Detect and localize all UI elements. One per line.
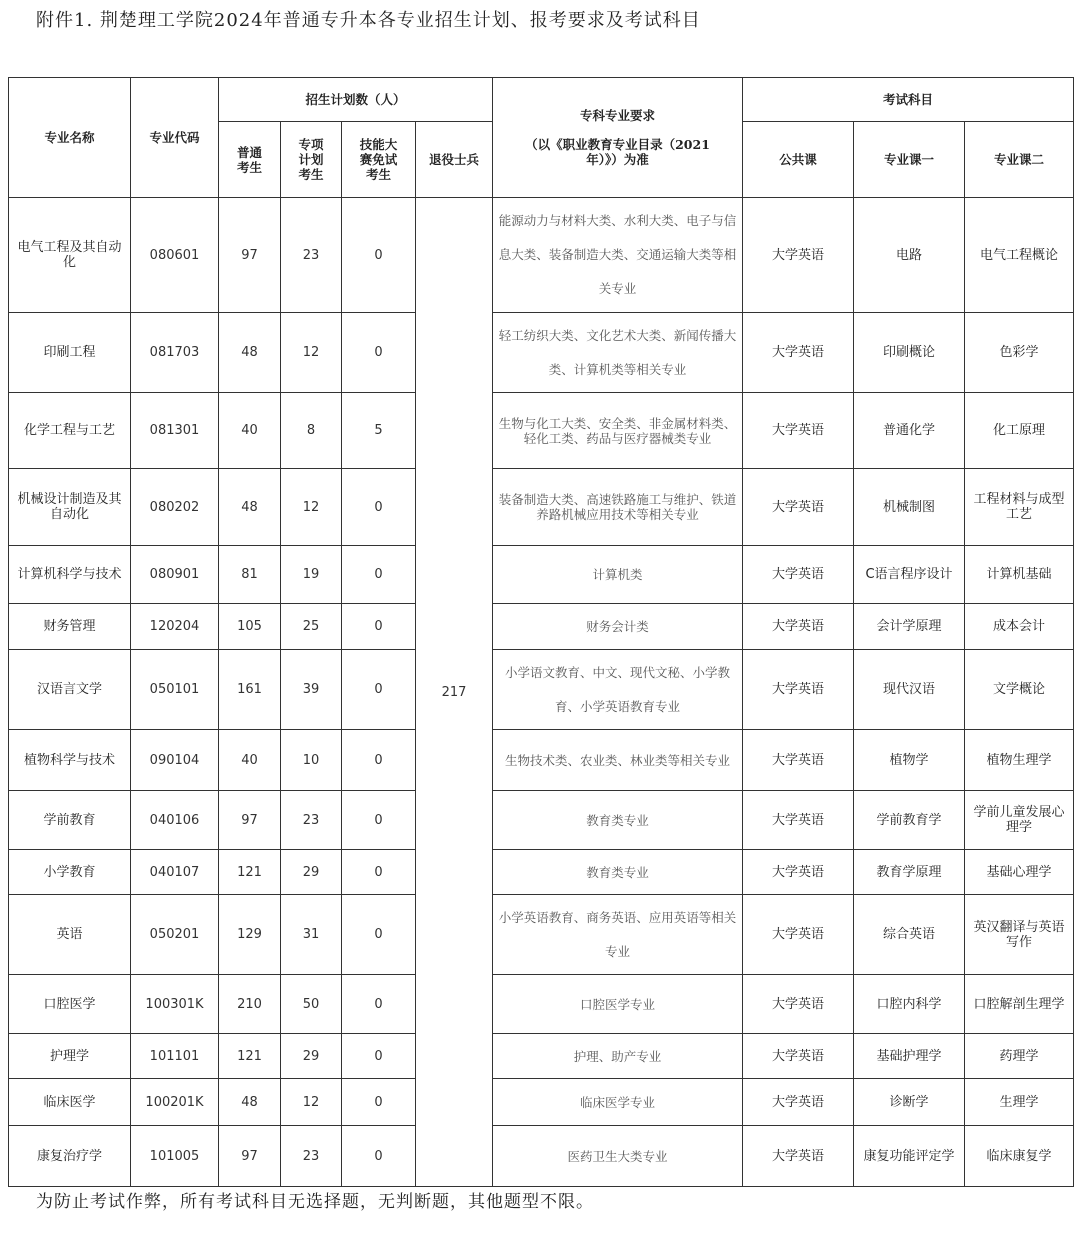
cell-special-count: 23 bbox=[281, 791, 342, 850]
cell-special-count: 29 bbox=[281, 1034, 342, 1079]
cell-course2: 化工原理 bbox=[965, 393, 1074, 469]
cell-regular-count: 121 bbox=[219, 1034, 281, 1079]
admission-plan-table bbox=[8, 77, 1074, 1187]
cell-special-count: 19 bbox=[281, 546, 342, 604]
cell-major-code: 050201 bbox=[131, 895, 219, 975]
cell-major-code: 040106 bbox=[131, 791, 219, 850]
cell-regular-count: 129 bbox=[219, 895, 281, 975]
cell-requirement: 轻工纺织大类、文化艺术大类、新闻传播大类、计算机类等相关专业 bbox=[493, 313, 743, 393]
cell-public-course: 大学英语 bbox=[743, 850, 854, 895]
cell-requirement: 口腔医学专业 bbox=[493, 975, 743, 1034]
cell-public-course: 大学英语 bbox=[743, 730, 854, 791]
header-course1: 专业课一 bbox=[854, 122, 965, 198]
cell-course2: 成本会计 bbox=[965, 604, 1074, 650]
cell-skills-count: 0 bbox=[342, 730, 416, 791]
cell-special-count: 12 bbox=[281, 469, 342, 546]
cell-public-course: 大学英语 bbox=[743, 546, 854, 604]
header-major-name: 专业名称 bbox=[9, 78, 131, 198]
cell-public-course: 大学英语 bbox=[743, 1079, 854, 1126]
cell-skills-count: 0 bbox=[342, 1079, 416, 1126]
cell-regular-count: 97 bbox=[219, 198, 281, 313]
cell-skills-count: 0 bbox=[342, 469, 416, 546]
table-row bbox=[9, 198, 1074, 313]
cell-course1: 学前教育学 bbox=[854, 791, 965, 850]
cell-public-course: 大学英语 bbox=[743, 975, 854, 1034]
cell-requirement: 小学英语教育、商务英语、应用英语等相关专业 bbox=[493, 895, 743, 975]
cell-public-course: 大学英语 bbox=[743, 604, 854, 650]
cell-regular-count: 40 bbox=[219, 730, 281, 791]
header-plan-group: 招生计划数（人） bbox=[219, 78, 493, 122]
table-row bbox=[9, 791, 1074, 850]
cell-major-code: 080901 bbox=[131, 546, 219, 604]
cell-course2: 文学概论 bbox=[965, 650, 1074, 730]
table-row bbox=[9, 469, 1074, 546]
cell-major-name: 小学教育 bbox=[9, 850, 131, 895]
table-row bbox=[9, 650, 1074, 730]
cell-major-code: 040107 bbox=[131, 850, 219, 895]
cell-requirement: 生物技术类、农业类、林业类等相关专业 bbox=[493, 730, 743, 791]
cell-skills-count: 0 bbox=[342, 604, 416, 650]
cell-requirement: 财务会计类 bbox=[493, 604, 743, 650]
cell-skills-count: 0 bbox=[342, 895, 416, 975]
cell-major-code: 100201K bbox=[131, 1079, 219, 1126]
cell-course2: 英汉翻译与英语写作 bbox=[965, 895, 1074, 975]
cell-major-name: 康复治疗学 bbox=[9, 1126, 131, 1187]
cell-major-name: 机械设计制造及其自动化 bbox=[9, 469, 131, 546]
cell-public-course: 大学英语 bbox=[743, 469, 854, 546]
cell-course2: 临床康复学 bbox=[965, 1126, 1074, 1187]
header-public-course: 公共课 bbox=[743, 122, 854, 198]
table-row bbox=[9, 546, 1074, 604]
cell-course1: 印刷概论 bbox=[854, 313, 965, 393]
cell-major-code: 081703 bbox=[131, 313, 219, 393]
cell-skills-count: 0 bbox=[342, 1126, 416, 1187]
cell-major-code: 120204 bbox=[131, 604, 219, 650]
table-row bbox=[9, 975, 1074, 1034]
cell-course1: 会计学原理 bbox=[854, 604, 965, 650]
cell-public-course: 大学英语 bbox=[743, 791, 854, 850]
cell-special-count: 25 bbox=[281, 604, 342, 650]
cell-major-name: 学前教育 bbox=[9, 791, 131, 850]
cell-course2: 基础心理学 bbox=[965, 850, 1074, 895]
cell-skills-count: 0 bbox=[342, 1034, 416, 1079]
header-exam-group: 考试科目 bbox=[743, 78, 1074, 122]
cell-regular-count: 40 bbox=[219, 393, 281, 469]
header-req-note: （以《职业教育专业目录（2021年）》）为准 bbox=[525, 137, 710, 167]
cell-public-course: 大学英语 bbox=[743, 650, 854, 730]
cell-major-code: 090104 bbox=[131, 730, 219, 791]
document-title: 附件1. 荆楚理工学院2024年普通专升本各专业招生计划、报考要求及考试科目 bbox=[36, 10, 701, 31]
cell-public-course: 大学英语 bbox=[743, 1034, 854, 1079]
cell-course2: 植物生理学 bbox=[965, 730, 1074, 791]
cell-skills-count: 0 bbox=[342, 850, 416, 895]
cell-regular-count: 48 bbox=[219, 1079, 281, 1126]
cell-regular-count: 121 bbox=[219, 850, 281, 895]
cell-major-name: 化学工程与工艺 bbox=[9, 393, 131, 469]
cell-course2: 色彩学 bbox=[965, 313, 1074, 393]
cell-course1: 普通化学 bbox=[854, 393, 965, 469]
cell-major-code: 050101 bbox=[131, 650, 219, 730]
cell-major-code: 101101 bbox=[131, 1034, 219, 1079]
cell-regular-count: 48 bbox=[219, 313, 281, 393]
cell-major-code: 080601 bbox=[131, 198, 219, 313]
table-body bbox=[9, 198, 1074, 1187]
cell-major-name: 财务管理 bbox=[9, 604, 131, 650]
cell-course1: 基础护理学 bbox=[854, 1034, 965, 1079]
cell-public-course: 大学英语 bbox=[743, 1126, 854, 1187]
cell-veterans-total: 217 bbox=[416, 198, 493, 1187]
cell-course2: 计算机基础 bbox=[965, 546, 1074, 604]
cell-requirement: 生物与化工大类、安全类、非金属材料类、轻化工类、药品与医疗器械类专业 bbox=[493, 393, 743, 469]
cell-regular-count: 210 bbox=[219, 975, 281, 1034]
cell-regular-count: 97 bbox=[219, 1126, 281, 1187]
cell-requirement: 临床医学专业 bbox=[493, 1079, 743, 1126]
cell-special-count: 50 bbox=[281, 975, 342, 1034]
header-special: 专项计划考生 bbox=[281, 122, 342, 198]
header-regular: 普通考生 bbox=[219, 122, 281, 198]
cell-course1: 教育学原理 bbox=[854, 850, 965, 895]
cell-skills-count: 0 bbox=[342, 791, 416, 850]
cell-major-name: 护理学 bbox=[9, 1034, 131, 1079]
cell-skills-count: 0 bbox=[342, 198, 416, 313]
cell-course1: 机械制图 bbox=[854, 469, 965, 546]
cell-skills-count: 0 bbox=[342, 546, 416, 604]
cell-major-code: 081301 bbox=[131, 393, 219, 469]
cell-course1: 现代汉语 bbox=[854, 650, 965, 730]
table-row bbox=[9, 1079, 1074, 1126]
cell-skills-count: 5 bbox=[342, 393, 416, 469]
cell-skills-count: 0 bbox=[342, 650, 416, 730]
cell-public-course: 大学英语 bbox=[743, 313, 854, 393]
cell-course1: C语言程序设计 bbox=[854, 546, 965, 604]
cell-special-count: 10 bbox=[281, 730, 342, 791]
header-course2: 专业课二 bbox=[965, 122, 1074, 198]
cell-course2: 电气工程概论 bbox=[965, 198, 1074, 313]
cell-course1: 诊断学 bbox=[854, 1079, 965, 1126]
cell-major-name: 汉语言文学 bbox=[9, 650, 131, 730]
cell-course2: 生理学 bbox=[965, 1079, 1074, 1126]
footnote: 为防止考试作弊，所有考试科目无选择题，无判断题，其他题型不限。 bbox=[36, 1192, 594, 1212]
header-req-title: 专科专业要求 bbox=[580, 108, 656, 123]
cell-requirement: 计算机类 bbox=[493, 546, 743, 604]
table-row bbox=[9, 1034, 1074, 1079]
header-requirements bbox=[493, 78, 743, 198]
table-row bbox=[9, 850, 1074, 895]
cell-requirement: 能源动力与材料大类、水利大类、电子与信息大类、装备制造大类、交通运输大类等相关专业 bbox=[493, 198, 743, 313]
cell-regular-count: 161 bbox=[219, 650, 281, 730]
cell-major-name: 植物科学与技术 bbox=[9, 730, 131, 791]
cell-public-course: 大学英语 bbox=[743, 393, 854, 469]
cell-major-name: 临床医学 bbox=[9, 1079, 131, 1126]
header-skills: 技能大赛免试考生 bbox=[342, 122, 416, 198]
cell-major-code: 100301K bbox=[131, 975, 219, 1034]
table-row bbox=[9, 730, 1074, 791]
cell-requirement: 护理、助产专业 bbox=[493, 1034, 743, 1079]
cell-special-count: 31 bbox=[281, 895, 342, 975]
table-row bbox=[9, 604, 1074, 650]
cell-course2: 工程材料与成型工艺 bbox=[965, 469, 1074, 546]
cell-course1: 电路 bbox=[854, 198, 965, 313]
cell-major-name: 电气工程及其自动化 bbox=[9, 198, 131, 313]
header-major-code: 专业代码 bbox=[131, 78, 219, 198]
cell-major-code: 101005 bbox=[131, 1126, 219, 1187]
cell-major-name: 印刷工程 bbox=[9, 313, 131, 393]
header-veterans: 退役士兵 bbox=[416, 122, 493, 198]
cell-requirement: 医药卫生大类专业 bbox=[493, 1126, 743, 1187]
cell-regular-count: 97 bbox=[219, 791, 281, 850]
table-row bbox=[9, 313, 1074, 393]
cell-major-name: 计算机科学与技术 bbox=[9, 546, 131, 604]
table-row bbox=[9, 393, 1074, 469]
cell-course1: 植物学 bbox=[854, 730, 965, 791]
cell-special-count: 8 bbox=[281, 393, 342, 469]
cell-regular-count: 105 bbox=[219, 604, 281, 650]
cell-major-name: 口腔医学 bbox=[9, 975, 131, 1034]
cell-special-count: 23 bbox=[281, 1126, 342, 1187]
cell-special-count: 12 bbox=[281, 1079, 342, 1126]
cell-regular-count: 81 bbox=[219, 546, 281, 604]
cell-public-course: 大学英语 bbox=[743, 198, 854, 313]
cell-course2: 学前儿童发展心理学 bbox=[965, 791, 1074, 850]
cell-requirement: 小学语文教育、中文、现代文秘、小学教育、小学英语教育专业 bbox=[493, 650, 743, 730]
cell-requirement: 教育类专业 bbox=[493, 850, 743, 895]
cell-regular-count: 48 bbox=[219, 469, 281, 546]
cell-requirement: 教育类专业 bbox=[493, 791, 743, 850]
cell-course1: 口腔内科学 bbox=[854, 975, 965, 1034]
cell-course1: 综合英语 bbox=[854, 895, 965, 975]
cell-special-count: 12 bbox=[281, 313, 342, 393]
cell-special-count: 39 bbox=[281, 650, 342, 730]
cell-major-name: 英语 bbox=[9, 895, 131, 975]
cell-major-code: 080202 bbox=[131, 469, 219, 546]
table-row bbox=[9, 895, 1074, 975]
cell-course2: 口腔解剖生理学 bbox=[965, 975, 1074, 1034]
cell-skills-count: 0 bbox=[342, 975, 416, 1034]
cell-course2: 药理学 bbox=[965, 1034, 1074, 1079]
cell-skills-count: 0 bbox=[342, 313, 416, 393]
cell-special-count: 29 bbox=[281, 850, 342, 895]
cell-course1: 康复功能评定学 bbox=[854, 1126, 965, 1187]
cell-special-count: 23 bbox=[281, 198, 342, 313]
cell-requirement: 装备制造大类、高速铁路施工与维护、铁道养路机械应用技术等相关专业 bbox=[493, 469, 743, 546]
cell-public-course: 大学英语 bbox=[743, 895, 854, 975]
table-row bbox=[9, 1126, 1074, 1187]
